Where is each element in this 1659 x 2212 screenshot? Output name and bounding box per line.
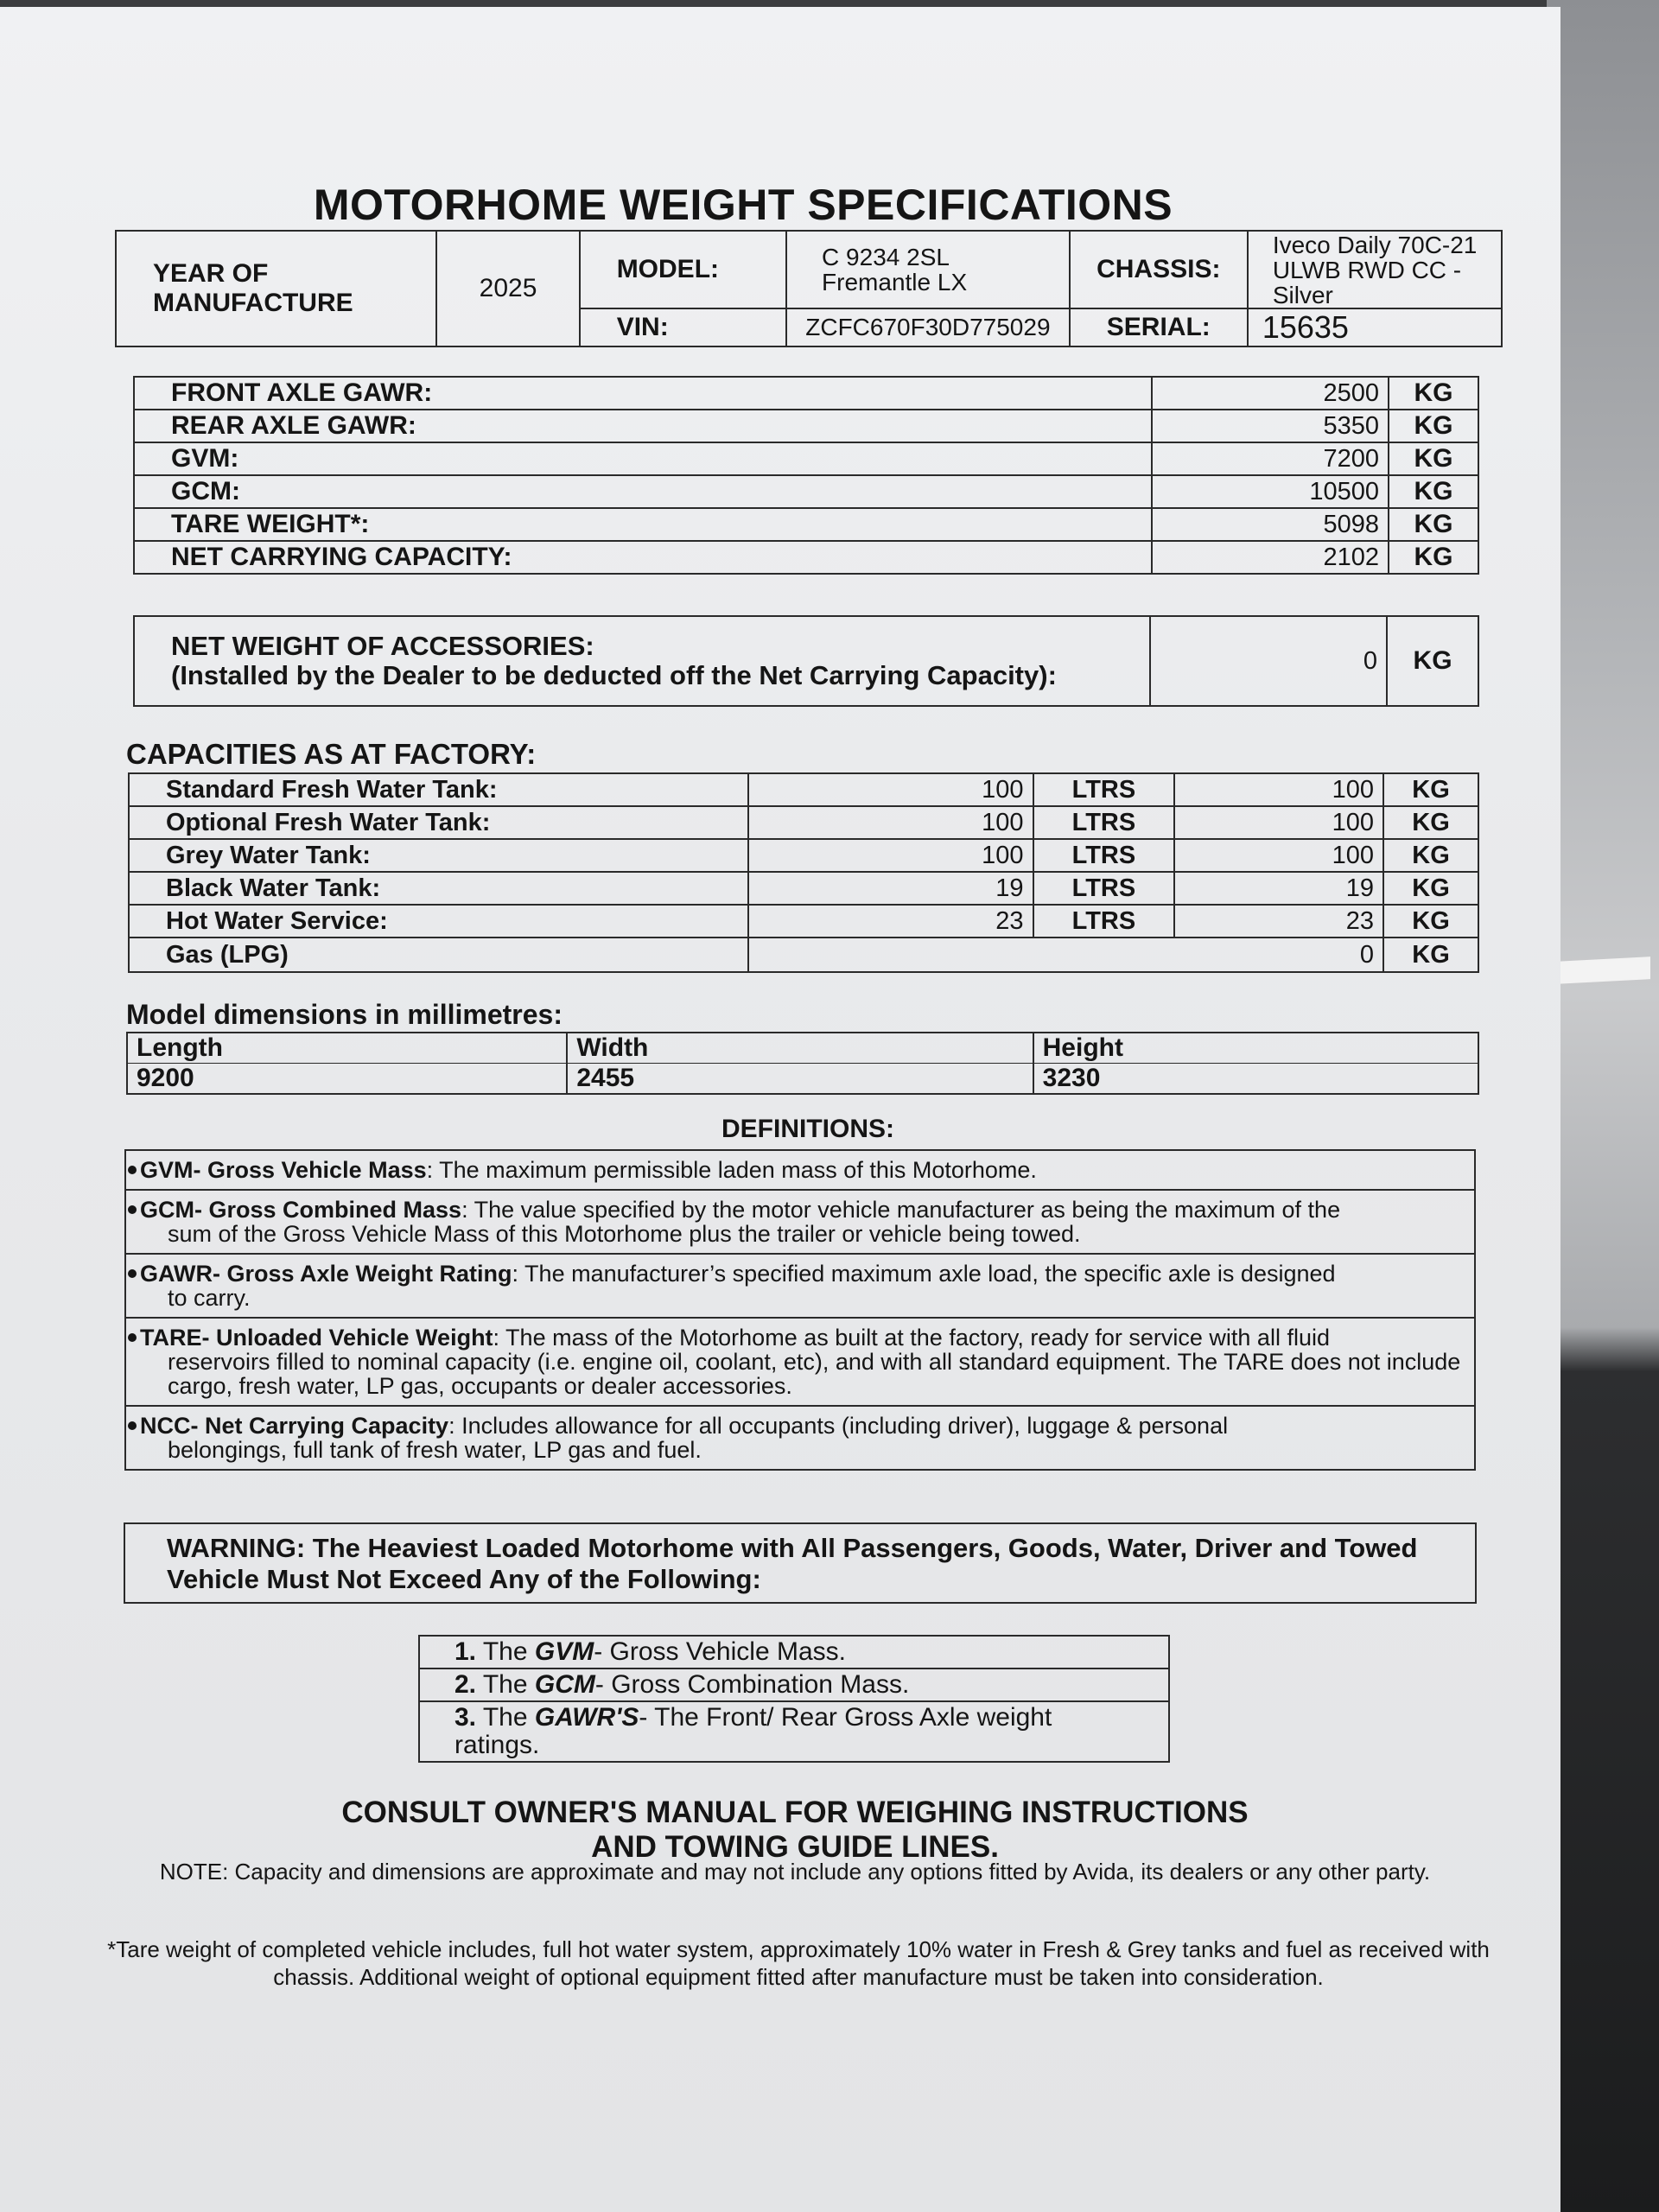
- weight-label: GVM:: [134, 442, 1152, 475]
- limit-term: GAWR'S: [534, 1703, 639, 1732]
- capacity-row: [129, 806, 1478, 839]
- capacity-row-gas: [129, 938, 1478, 972]
- capacity-litres-unit: LTRS: [1033, 905, 1175, 938]
- capacity-kg-unit: KG: [1383, 839, 1478, 872]
- dimensions-title: Model dimensions in millimetres:: [126, 999, 563, 1030]
- limit-cell: [419, 1636, 1169, 1669]
- capacity-litres: 100: [748, 806, 1033, 839]
- limit-number: 3.: [454, 1703, 477, 1732]
- gas-kg-unit: KG: [1383, 938, 1478, 972]
- dimensions-table: [126, 1032, 1479, 1095]
- capacity-label: Black Water Tank:: [129, 872, 748, 905]
- definition-term: GCM- Gross Combined Mass: [140, 1197, 462, 1223]
- weight-unit: KG: [1389, 442, 1478, 475]
- weight-value: 5098: [1152, 508, 1389, 541]
- weight-value: 2102: [1152, 541, 1389, 574]
- accessories-table: [133, 615, 1479, 707]
- definition-term: GVM- Gross Vehicle Mass: [140, 1157, 427, 1183]
- weight-value: 2500: [1152, 377, 1389, 410]
- weight-unit: KG: [1389, 377, 1478, 410]
- page-title: MOTORHOME WEIGHT SPECIFICATIONS: [313, 181, 1173, 229]
- bullet-icon: [128, 1205, 137, 1214]
- definition-continuation: sum of the Gross Vehicle Mass of this Motorhome plus the trailer or vehicle being towed.: [168, 1221, 1081, 1247]
- weight-row: [134, 508, 1478, 541]
- definition-term: GAWR- Gross Axle Weight Rating: [140, 1261, 512, 1287]
- limit-number: 1.: [454, 1637, 477, 1666]
- specification-sheet: [0, 7, 1560, 2212]
- definition-row: [125, 1190, 1475, 1254]
- capacity-litres: 23: [748, 905, 1033, 938]
- limit-pre: The: [482, 1670, 528, 1699]
- capacities-title: CAPACITIES AS AT FACTORY:: [126, 738, 537, 770]
- weight-unit: KG: [1389, 508, 1478, 541]
- gas-label: Gas (LPG): [129, 938, 748, 972]
- weight-unit: KG: [1389, 541, 1478, 574]
- bullet-icon: [128, 1421, 137, 1430]
- limit-pre: The: [482, 1703, 528, 1732]
- capacity-label: Grey Water Tank:: [129, 839, 748, 872]
- definition-cell: [125, 1406, 1475, 1470]
- length-value: 9200: [127, 1064, 567, 1095]
- limit-row: [419, 1636, 1169, 1669]
- limit-term: GVM: [534, 1637, 594, 1666]
- weight-label: NET CARRYING CAPACITY:: [134, 541, 1152, 574]
- capacity-kg-unit: KG: [1383, 872, 1478, 905]
- bullet-icon: [128, 1333, 137, 1342]
- consult-line-1: CONSULT OWNER'S MANUAL FOR WEIGHING INSTRUCTIONS: [341, 1796, 1249, 1829]
- capacity-litres-unit: LTRS: [1033, 872, 1175, 905]
- model-value: C 9234 2SL Fremantle LX: [786, 231, 1070, 308]
- definition-continuation: belongings, full tank of fresh water, LP gas and fuel.: [168, 1437, 702, 1463]
- consult-line-2: AND TOWING GUIDE LINES.: [591, 1830, 999, 1864]
- accessories-unit: KG: [1387, 616, 1478, 706]
- warning-box: WARNING: The Heaviest Loaded Motorhome with All Passengers, Goods, Water, Driver and Towed Vehicle Must Not Exceed Any of the Following:: [124, 1522, 1477, 1604]
- weight-row: [134, 442, 1478, 475]
- weight-row: [134, 377, 1478, 410]
- capacity-label: Hot Water Service:: [129, 905, 748, 938]
- definition-continuation: reservoirs filled to nominal capacity (i.e. engine oil, coolant, etc), and with all standard equipment. The TARE does not include cargo, fresh water, LP gas, occupants or dealer accessories.: [168, 1349, 1461, 1399]
- year-label: YEAR OF MANUFACTURE: [116, 231, 436, 346]
- definitions-table: [124, 1149, 1476, 1471]
- weight-row: [134, 475, 1478, 508]
- definition-text: : The manufacturer’s specified maximum axle load, the specific axle is designed: [512, 1261, 1336, 1287]
- definition-cell: [125, 1318, 1475, 1406]
- consult-heading: [216, 1796, 1374, 1865]
- capacity-kg: 23: [1174, 905, 1383, 938]
- chassis-label: CHASSIS:: [1070, 231, 1248, 308]
- capacity-row: [129, 839, 1478, 872]
- definition-text: : The value specified by the motor vehicle manufacturer as being the maximum of the: [461, 1197, 1341, 1223]
- definition-cell: [125, 1254, 1475, 1318]
- weight-unit: KG: [1389, 410, 1478, 442]
- limit-text: - Gross Combination Mass.: [594, 1670, 910, 1699]
- bullet-icon: [128, 1166, 137, 1174]
- weight-label: GCM:: [134, 475, 1152, 508]
- capacity-litres: 100: [748, 839, 1033, 872]
- limit-text: - The Front/ Rear Gross Axle weight ratings.: [454, 1703, 1052, 1759]
- weight-label: FRONT AXLE GAWR:: [134, 377, 1152, 410]
- height-value: 3230: [1033, 1064, 1478, 1095]
- limit-cell: [419, 1701, 1169, 1762]
- definition-row: [125, 1150, 1475, 1190]
- limits-table: [418, 1635, 1170, 1763]
- length-label: Length: [127, 1033, 567, 1064]
- limit-row: [419, 1701, 1169, 1762]
- capacity-row: [129, 905, 1478, 938]
- capacity-label: Optional Fresh Water Tank:: [129, 806, 748, 839]
- capacity-litres-unit: LTRS: [1033, 806, 1175, 839]
- note-text: NOTE: Capacity and dimensions are approximate and may not include any options fitted by Avida, its dealers or any other party.: [159, 1859, 1431, 1885]
- width-value: 2455: [567, 1064, 1033, 1095]
- limit-pre: The: [482, 1637, 528, 1666]
- capacity-litres: 19: [748, 872, 1033, 905]
- capacity-litres: 100: [748, 773, 1033, 806]
- definition-term: TARE- Unloaded Vehicle Weight: [140, 1325, 493, 1351]
- definition-text: : Includes allowance for all occupants (including driver), luggage & personal: [448, 1413, 1229, 1439]
- accessories-label: NET WEIGHT OF ACCESSORIES:: [171, 631, 594, 661]
- limit-row: [419, 1669, 1169, 1701]
- limit-term: GCM: [534, 1670, 595, 1699]
- capacity-label: Standard Fresh Water Tank:: [129, 773, 748, 806]
- serial-label: SERIAL:: [1070, 308, 1248, 346]
- capacity-kg-unit: KG: [1383, 905, 1478, 938]
- weight-value: 10500: [1152, 475, 1389, 508]
- capacity-kg: 19: [1174, 872, 1383, 905]
- definition-row: [125, 1318, 1475, 1406]
- definition-continuation: to carry.: [168, 1285, 251, 1311]
- capacity-kg-unit: KG: [1383, 773, 1478, 806]
- gas-kg: 0: [748, 938, 1383, 972]
- weights-table: [133, 376, 1479, 575]
- accessories-value: 0: [1150, 616, 1387, 706]
- capacity-row: [129, 773, 1478, 806]
- weight-row: [134, 410, 1478, 442]
- limit-text: - Gross Vehicle Mass.: [594, 1637, 846, 1666]
- tare-footnote: *Tare weight of completed vehicle includes, full hot water system, approximately 10% water in Fresh & Grey tanks and fuel as received with chassis. Additional weight of optional equipment fitted after manufacture must be taken into consideration.: [107, 1936, 1490, 1990]
- definition-row: [125, 1406, 1475, 1470]
- capacity-kg-unit: KG: [1383, 806, 1478, 839]
- vin-label: VIN:: [580, 308, 786, 346]
- capacity-kg: 100: [1174, 839, 1383, 872]
- chassis-value: Iveco Daily 70C-21 ULWB RWD CC - Silver: [1248, 231, 1502, 308]
- height-label: Height: [1033, 1033, 1478, 1064]
- definition-text: : The mass of the Motorhome as built at the factory, ready for service with all fluid: [493, 1325, 1330, 1351]
- vehicle-header-table: [115, 230, 1503, 347]
- year-value: 2025: [436, 231, 579, 346]
- definition-cell: [125, 1190, 1475, 1254]
- definition-row: [125, 1254, 1475, 1318]
- capacity-litres-unit: LTRS: [1033, 773, 1175, 806]
- limit-cell: [419, 1669, 1169, 1701]
- capacity-row: [129, 872, 1478, 905]
- bullet-icon: [128, 1269, 137, 1278]
- weight-unit: KG: [1389, 475, 1478, 508]
- weight-label: REAR AXLE GAWR:: [134, 410, 1152, 442]
- weight-value: 5350: [1152, 410, 1389, 442]
- definition-text: : The maximum permissible laden mass of this Motorhome.: [426, 1157, 1037, 1183]
- limit-number: 2.: [454, 1670, 477, 1699]
- background-right: [1547, 0, 1659, 2212]
- weight-row: [134, 541, 1478, 574]
- accessories-sublabel: (Installed by the Dealer to be deducted off the Net Carrying Capacity):: [171, 660, 1057, 690]
- serial-value: 15635: [1248, 308, 1502, 346]
- definitions-title: DEFINITIONS:: [721, 1115, 894, 1143]
- capacity-kg: 100: [1174, 773, 1383, 806]
- vin-value: ZCFC670F30D775029: [786, 308, 1070, 346]
- capacity-litres-unit: LTRS: [1033, 839, 1175, 872]
- width-label: Width: [567, 1033, 1033, 1064]
- definition-cell: [125, 1150, 1475, 1190]
- weight-label: TARE WEIGHT*:: [134, 508, 1152, 541]
- accessories-label-cell: [134, 616, 1150, 706]
- definition-term: NCC- Net Carrying Capacity: [140, 1413, 449, 1439]
- capacities-table: [128, 772, 1479, 973]
- weight-value: 7200: [1152, 442, 1389, 475]
- model-label: MODEL:: [580, 231, 786, 308]
- capacity-kg: 100: [1174, 806, 1383, 839]
